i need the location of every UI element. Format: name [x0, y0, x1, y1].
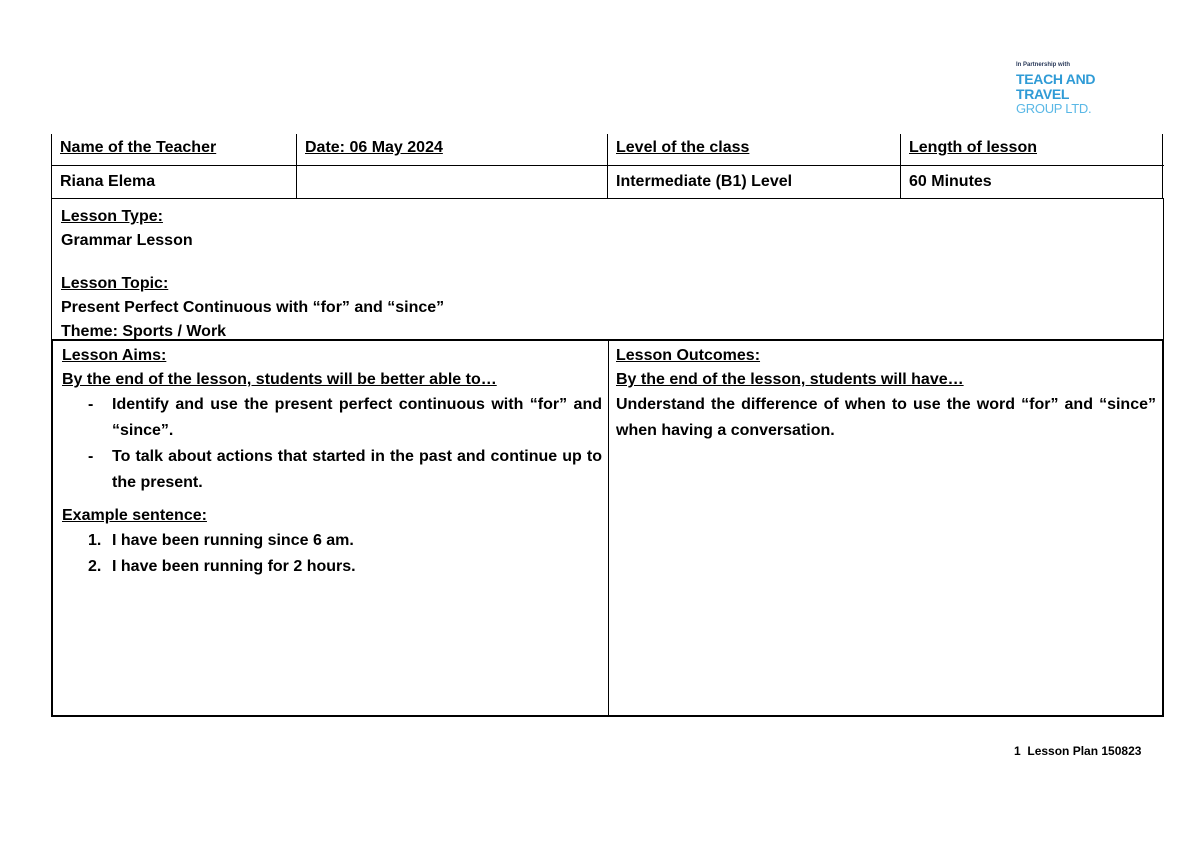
teacher-value: Riana Elema: [60, 173, 156, 190]
aim-item-2: To talk about actions that started in the past and continue up to the present.: [112, 448, 602, 491]
example-2: I have been running for 2 hours.: [112, 558, 356, 575]
lesson-outcomes-section: [616, 344, 1156, 444]
date-label: Date: 06 May 2024: [305, 139, 443, 156]
lesson-topic-value: Present Perfect Continuous with “for” and “since”: [61, 299, 445, 316]
list-item: 1. I have been running since 6 am.: [62, 528, 602, 554]
logo-line-1: TEACH AND TRAVEL: [1016, 71, 1096, 102]
lesson-type-label: Lesson Type:: [61, 208, 163, 225]
outcomes-label: Lesson Outcomes:: [616, 347, 761, 364]
outcomes-intro: By the end of the lesson, students will have…: [616, 371, 964, 388]
example-1: I have been running since 6 am.: [112, 532, 354, 549]
header-row: [51, 134, 1164, 164]
list-item: - To talk about actions that started in the past and continue up to the present.: [62, 444, 602, 496]
list-item: 2. I have been running for 2 hours.: [62, 554, 602, 580]
page-footer: [1014, 744, 1141, 758]
aim-item-1: Identify and use the present perfect continuous with “for” and “since”.: [112, 396, 602, 439]
length-label: Length of lesson: [909, 139, 1037, 156]
aims-intro: By the end of the lesson, students will be better able to…: [62, 371, 497, 388]
values-row: [51, 166, 1164, 198]
outcomes-text: Understand the difference of when to use the word “for” and “since” when having a conversation.: [616, 396, 1156, 439]
example-label: Example sentence:: [62, 507, 207, 524]
logo-tagline: In Partnership with: [1016, 62, 1071, 68]
aims-outcomes-box: [51, 339, 1164, 717]
logo-line-2: GROUP LTD.: [1016, 101, 1092, 116]
length-value: 60 Minutes: [909, 173, 992, 190]
aims-label: Lesson Aims:: [62, 347, 167, 364]
teacher-label: Name of the Teacher: [60, 139, 217, 156]
level-value: Intermediate (B1) Level: [616, 173, 793, 190]
lesson-theme: Theme: Sports / Work: [61, 323, 227, 340]
lesson-aims-section: [62, 344, 602, 580]
list-item: - Identify and use the present perfect continuous with “for” and “since”.: [62, 392, 602, 444]
column-divider: [608, 341, 609, 717]
partner-logo: [1016, 62, 1146, 116]
lesson-info-box: [51, 198, 1164, 340]
lesson-type-value: Grammar Lesson: [61, 232, 193, 249]
document-id: Lesson Plan 150823: [1027, 744, 1142, 758]
level-label: Level of the class: [616, 139, 750, 156]
lesson-topic-label: Lesson Topic:: [61, 275, 169, 292]
page-number: 1: [1014, 744, 1021, 758]
